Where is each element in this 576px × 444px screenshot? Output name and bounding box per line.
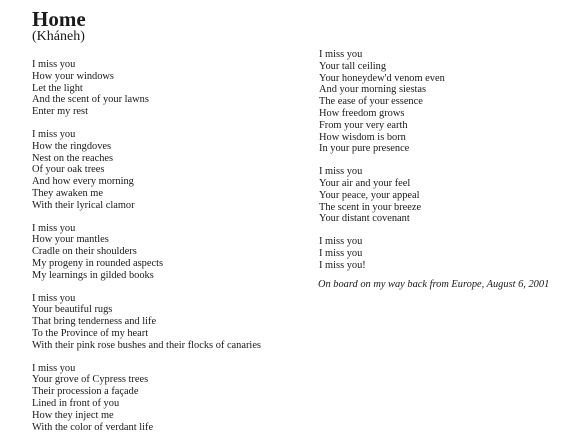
poem-line: Lined in front of you: [32, 397, 120, 409]
poem-stanza: [32, 129, 261, 212]
poem-line: In your pure presence: [319, 143, 410, 155]
poem-signature: On board on my way back from Europe, August 6, 2001: [318, 279, 550, 290]
poem-line: Your air and your feel: [319, 177, 411, 189]
poem-line: To the Province of my heart: [32, 327, 149, 339]
poem-line: I miss you: [32, 59, 76, 70]
poem-line: The scent in your breeze: [319, 201, 422, 213]
poem-line: How your mantles: [32, 234, 109, 246]
poem-line: And your morning siestas: [319, 84, 427, 96]
poem-line: Cradle on their shoulders: [32, 246, 137, 258]
poem-line: How wisdom is born: [319, 131, 406, 143]
poem-line: Your tall ceiling: [319, 60, 387, 72]
poem-line: My progeny in rounded aspects: [32, 257, 164, 269]
poem-stanza: [32, 223, 261, 282]
poem-line: That bring tenderness and life: [32, 316, 157, 328]
poem-stanza: [319, 236, 445, 271]
poem-line: I miss you!: [319, 259, 366, 271]
poem-line: Your distant covenant: [319, 213, 410, 225]
poem-line: The ease of your essence: [319, 96, 423, 108]
poem-line: And the scent of your lawns: [32, 94, 149, 106]
poem-stanza: [319, 166, 445, 225]
poem-left-column: [32, 59, 261, 433]
poem-line: I miss you: [32, 362, 76, 374]
poem-line: From your very earth: [319, 119, 408, 131]
poem-stanza: [32, 293, 261, 352]
poem-line: My learnings in gilded books: [32, 269, 154, 281]
poem-line: With the color of verdant life: [32, 421, 154, 433]
poem-line: I miss you: [319, 247, 363, 259]
poem-line: With their lyrical clamor: [32, 199, 135, 211]
poem-right-column: [319, 49, 445, 272]
poem-line: Nest on the reaches: [32, 152, 114, 164]
poem-line: Enter my rest: [32, 106, 88, 118]
poem-line: Your peace, your appeal: [319, 189, 420, 201]
poem-line: And how every morning: [32, 176, 134, 188]
poem-line: Your beautiful rugs: [32, 304, 113, 316]
poem-line: Their procession a façade: [32, 386, 139, 398]
poem-stanza: [32, 59, 261, 118]
poem-title: Home: [32, 7, 86, 31]
poem-stanza: [32, 363, 261, 434]
poem-line: How they inject me: [32, 409, 114, 421]
poem-line: Your honeydew'd venom even: [319, 72, 445, 84]
poem-subtitle: (Kháneh): [32, 29, 85, 44]
poem-line: I miss you: [32, 128, 76, 140]
poem-line: Your grove of Cypress trees: [32, 374, 149, 386]
poem-line: I miss you: [32, 292, 76, 304]
poem-stanza: [319, 49, 445, 155]
poem-line: I miss you: [319, 166, 363, 178]
poem-line: They awaken me: [32, 187, 103, 199]
poem-line: Of your oak trees: [32, 164, 105, 176]
poem-line: I miss you: [32, 222, 76, 234]
poem-line: I miss you: [319, 49, 363, 60]
poem-line: How the ringdoves: [32, 140, 112, 152]
poem-line: How freedom grows: [319, 107, 405, 119]
poem-line: I miss you: [319, 236, 363, 248]
poem-line: How your windows: [32, 70, 114, 82]
poem-line: With their pink rose bushes and their flocks of canaries: [32, 339, 261, 351]
poem-line: Let the light: [32, 82, 83, 94]
